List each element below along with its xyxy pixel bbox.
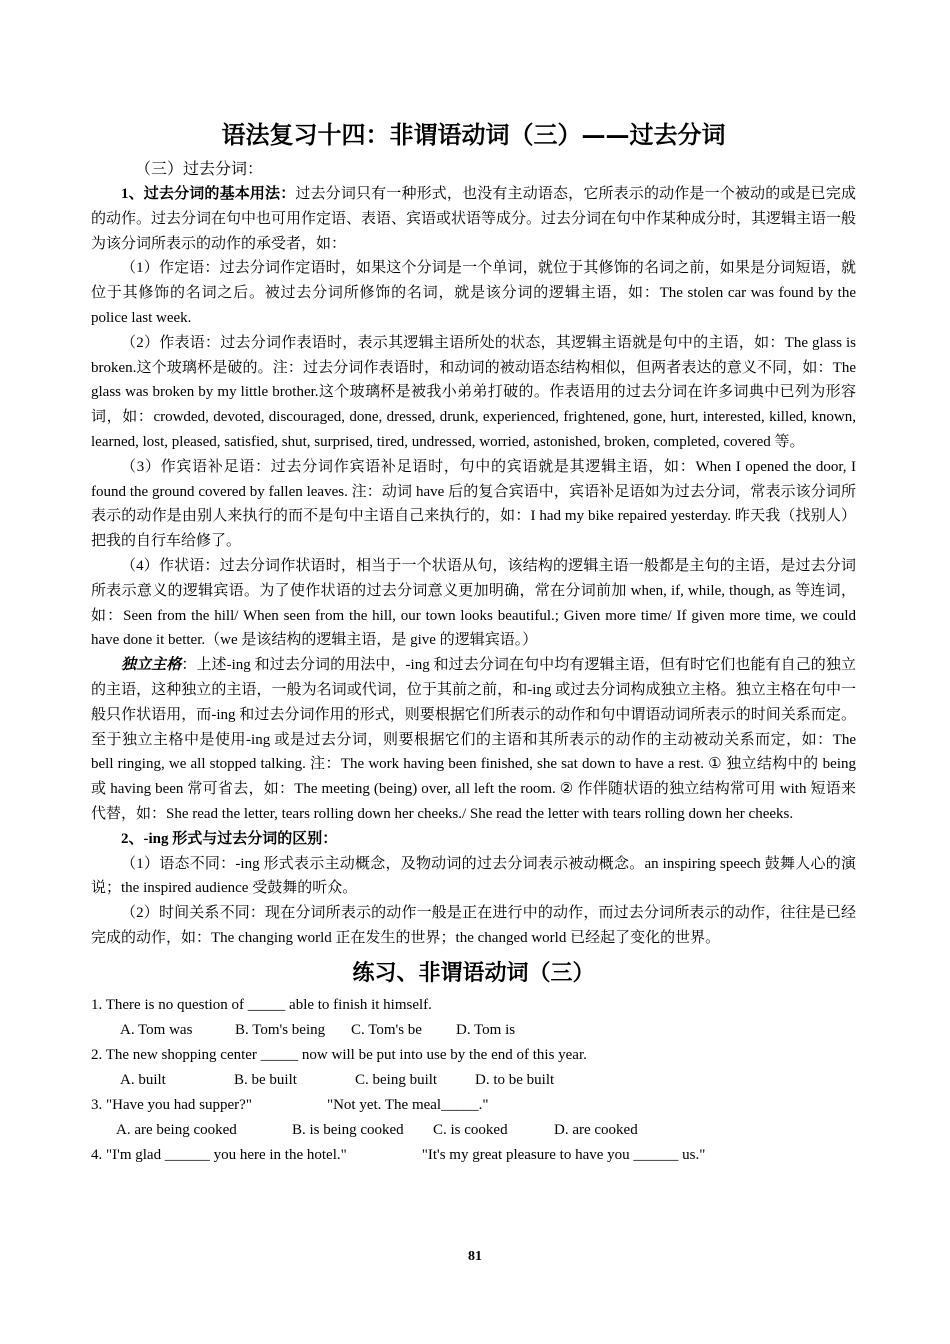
- paragraph-voice: （1）语态不同：-ing 形式表示主动概念，及物动词的过去分词表示被动概念。an inspiring speech 鼓舞人心的演说；the inspired audience 受鼓舞的听众。: [91, 855, 856, 897]
- option: C. Tom's be: [351, 1021, 422, 1038]
- option: A. are being cooked: [116, 1121, 237, 1138]
- question-stem: 2. The new shopping center _____ now will be put into use by the end of this year.: [91, 1046, 587, 1063]
- question-stem: 3. "Have you had supper?" "Not yet. The meal_____.": [91, 1096, 489, 1113]
- paragraph-adverbial: （4）作状语：过去分词作状语时，相当于一个状语从句，该结构的逻辑主语一般都是主句的主语，是过去分词所表示意义的逻辑宾语。为了使作状语的过去分词意义更加明确，常在分词前加 when, if, while, though, as 等连词，如：Seen from the hill/ When seen from the hill, our town looks beautiful.; Given more time/ If given more time, we could have done it better.（we 是该结构的逻辑主语，是 give 的逻辑宾语。）: [91, 557, 856, 649]
- paragraph-predicative: （2）作表语：过去分词作表语时，表示其逻辑主语所处的状态，其逻辑主语就是句中的主语，如：The glass is broken.这个玻璃杯是破的。注：过去分词作表语时，和动词的被动语态结构相似，但两者表达的意义不同，如：The glass was broken by my little brother.这个玻璃杯是被我小弟弟打破的。作表语用的过去分词在许多词典中已列为形容词，如：crowded, devoted, discouraged, done, dressed, drunk, experienced, frightened, gone, hurt, interested, killed, known, learned, lost, pleased, satisfied, shut, surprised, tired, undressed, worried, astonished, broken, completed, covered 等。: [91, 334, 856, 450]
- section-label: 1、过去分词的基本用法：: [121, 186, 296, 202]
- absolute-label: 独立主格: [121, 657, 182, 674]
- absolute-text: ：上述-ing 和过去分词的用法中，-ing 和过去分词在句中均有逻辑主语，但有时它们也能有自己的独立的主语，这种独立的主语，一般为名词或代词，位于其前之前，和-ing 或过去分词构成独立主格。独立主格在句中一般只作状语用，而-ing 和过去分词作用的形式，则要根据它们所表示的动作和句中谓语动词所表示的时间关系而定。至于独立主格中是使用-ing 或是过去分词，则要根据它们的主语和其所表示的动作的主动被动关系而定，如：The bell ringing, we all stopped talking. 注：The work having been finished, she sat down to have a rest. ① 独立结构中的 being 或 having been 常可省去，如：The meeting (being) over, all left the room. ② 作伴随状语的独立结构常可用 with 短语来代替，如：She read the letter, tears rolling down her cheeks./ She read the letter with tears rolling down her cheeks.: [91, 657, 856, 822]
- page-title: 语法复习十四：非谓语动词（三）——过去分词: [221, 120, 726, 149]
- option: D. are cooked: [554, 1121, 638, 1138]
- option: A. Tom was: [120, 1021, 193, 1038]
- option: A. built: [120, 1071, 166, 1088]
- option: C. being built: [355, 1071, 438, 1088]
- section-heading: （三）过去分词：: [135, 159, 264, 178]
- document-page: [91, 118, 856, 1168]
- question-stem: 1. There is no question of _____ able to finish it himself.: [91, 996, 432, 1013]
- paragraph-difference-heading: [91, 827, 856, 852]
- paragraph-object-complement: （3）作宾语补足语：过去分词作宾语补足语时，句中的宾语就是其逻辑主语，如：When I opened the door, I found the ground covered by fallen leaves. 注：动词 have 后的复合宾语中，宾语补足语如为过去分词，常表示该分词所表示的动作是由别人来执行的而不是句中主语自己来执行的，如：I had my bike repaired yesterday. 昨天我（找别人）把我的自行车给修了。: [91, 458, 856, 550]
- option: D. to be built: [475, 1071, 555, 1088]
- question-options: [91, 1118, 856, 1143]
- question-options: [91, 1068, 856, 1093]
- question-stem: 4. "I'm glad ______ you here in the hotel." "It's my great pleasure to have you ______ us.": [91, 1146, 706, 1163]
- paragraph-time: （2）时间关系不同：现在分词所表示的动作一般是正在进行中的动作，而过去分词所表示的动作，往往是已经完成的动作，如：The changing world 正在发生的世界；the changed world 已经起了变化的世界。: [91, 905, 856, 946]
- section-text: 过去分词只有一种形式，也没有主动语态，它所表示的动作是一个被动的或是已完成的动作。过去分词在句中也可用作定语、表语、宾语或状语等成分。过去分词在句中作某种成分时，其逻辑主语一般为该分词所表示的动作的承受者，如：: [91, 186, 857, 252]
- section-label: 2、-ing 形式与过去分词的区别：: [121, 830, 338, 847]
- option: D. Tom is: [456, 1021, 516, 1038]
- option: B. Tom's being: [235, 1021, 326, 1038]
- option: B. is being cooked: [292, 1121, 404, 1138]
- option: B. be built: [234, 1071, 297, 1088]
- question-options: [91, 1018, 856, 1043]
- option: C. is cooked: [433, 1121, 508, 1138]
- paragraph-absolute: [91, 653, 856, 827]
- exercise-title: 练习、非谓语动词（三）: [352, 960, 595, 986]
- paragraph-attribute: （1）作定语：过去分词作定语时，如果这个分词是一个单词，就位于其修饰的名词之前，如果是分词短语，就位于其修饰的名词之后。被过去分词所修饰的名词，就是该分词的逻辑主语，如：The stolen car was found by the police last week.: [91, 260, 856, 326]
- paragraph-basic-usage: [91, 182, 856, 256]
- page-number: 81: [468, 1249, 482, 1264]
